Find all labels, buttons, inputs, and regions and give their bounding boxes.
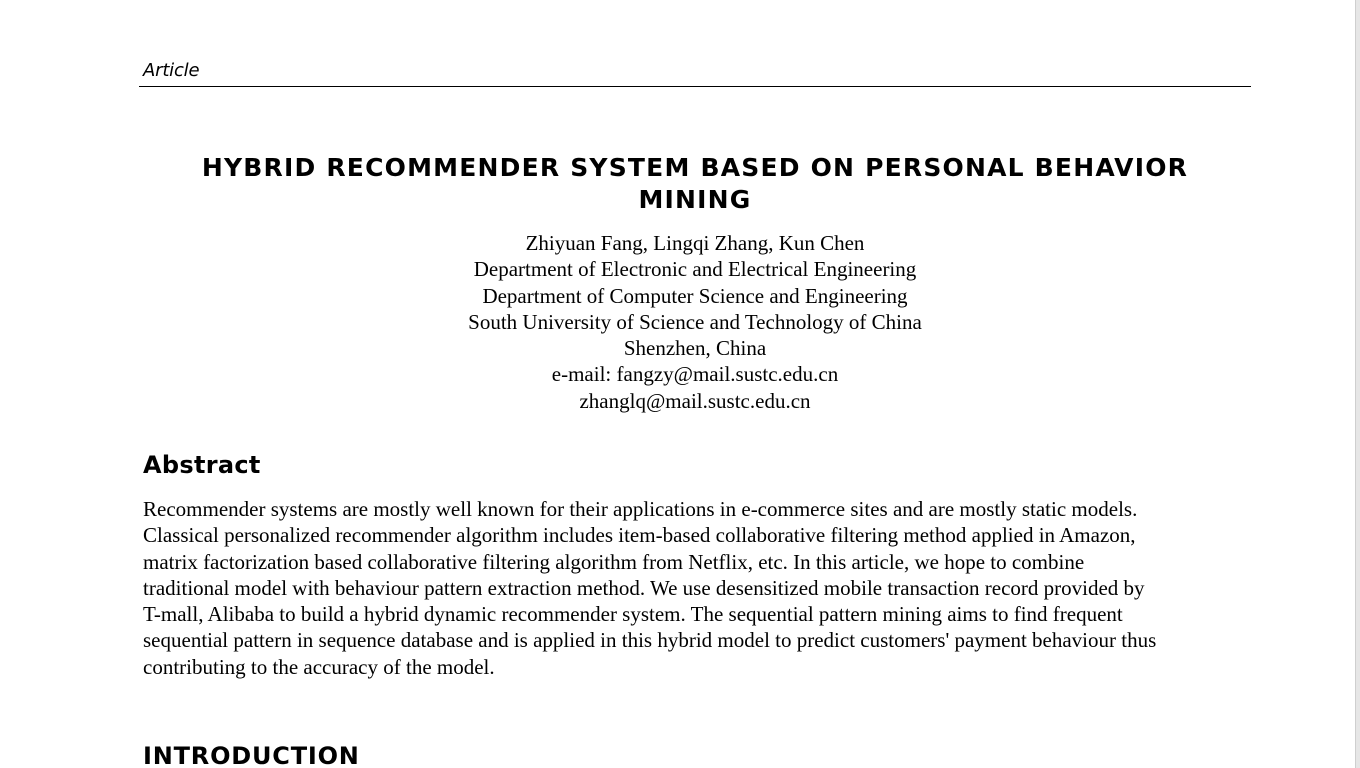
author-block	[295, 230, 1095, 414]
abstract-line: T-mall, Alibaba to build a hybrid dynamic recommender system. The sequential pattern mining aims to find frequent	[143, 602, 1123, 627]
abstract-body	[143, 496, 1253, 680]
email-line: zhanglq@mail.sustc.edu.cn	[579, 388, 811, 413]
abstract-line: traditional model with behaviour pattern extraction method. We use desensitized mobile transaction record provided by	[143, 575, 1145, 600]
author-names: Zhiyuan Fang, Lingqi Zhang, Kun Chen	[525, 231, 865, 255]
abstract-heading: Abstract	[143, 451, 261, 479]
header-divider	[139, 86, 1251, 87]
affiliation-line: Department of Electronic and Electrical Engineering	[473, 257, 917, 282]
introduction-heading: INTRODUCTION	[143, 742, 360, 768]
page-edge	[1355, 0, 1360, 768]
abstract-line: Recommender systems are mostly well known for their applications in e-commerce sites and are mostly static models.	[143, 497, 1138, 521]
affiliation-line: Department of Computer Science and Engineering	[482, 283, 908, 308]
paper-title-line: MINING	[638, 185, 752, 214]
abstract-line: sequential pattern in sequence database and is applied in this hybrid model to predict customers' payment behaviour thus	[143, 628, 1157, 653]
email-line: e-mail: fangzy@mail.sustc.edu.cn	[551, 362, 839, 387]
affiliation-line: Shenzhen, China	[623, 336, 767, 361]
paper-title-line: HYBRID RECOMMENDER SYSTEM BASED ON PERSONAL BEHAVIOR	[201, 153, 1189, 182]
abstract-line: contributing to the accuracy of the model.	[143, 654, 495, 679]
paper-title	[150, 152, 1240, 216]
abstract-line: matrix factorization based collaborative filtering algorithm from Netflix, etc. In this article, we hope to combine	[143, 549, 1085, 574]
article-type-label: Article	[143, 60, 200, 81]
affiliation-line: South University of Science and Technology of China	[468, 309, 922, 334]
abstract-line: Classical personalized recommender algorithm includes item-based collaborative filtering method applied in Amazon,	[143, 523, 1136, 548]
